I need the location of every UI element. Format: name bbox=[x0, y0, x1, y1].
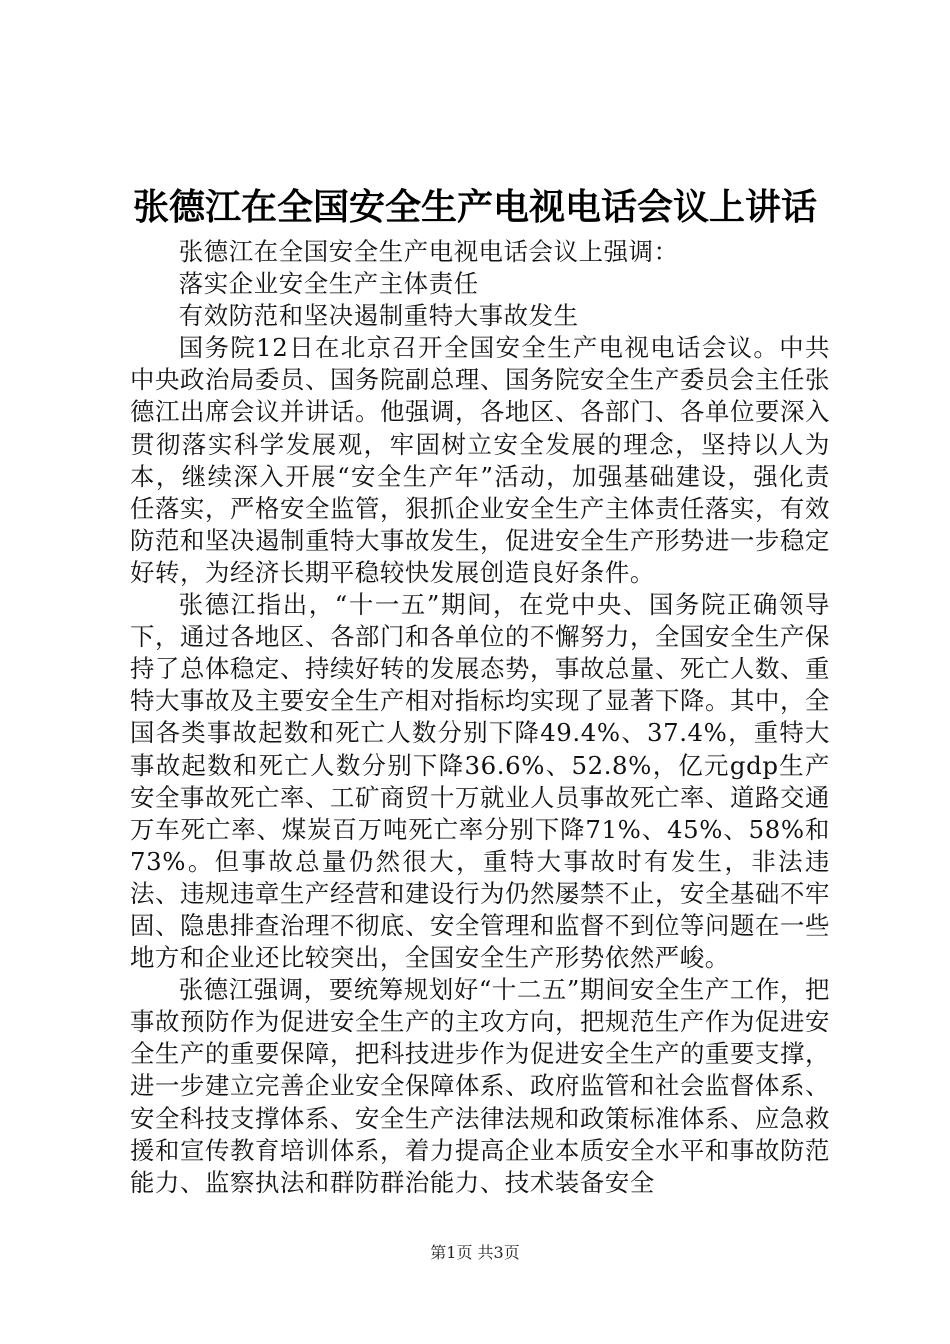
body-paragraph: 张德江强调，要统筹规划好“十二五”期间安全生产工作，把事故预防作为促进安全生产的主攻方向，把规范生产作为促进安全生产的重要保障，把科技进步作为促进安全生产的重要支撑，进一步建立完善企业安全保障体系、政府监管和社会监督体系、安全科技支撑体系、安全生产法律法规和政策标准体系、应急救援和宣传教育培训体系，着力提高企业本质安全水平和事故防范能力、监察执法和群防群治能力、技术装备安全 bbox=[130, 975, 830, 1197]
body-paragraph: 国务院12日在北京召开全国安全生产电视电话会议。中共中央政治局委员、国务院副总理、国务院安全生产委员会主任张德江出席会议并讲话。他强调，各地区、各部门、各单位要深入贯彻落实科学发展观，牢固树立安全发展的理念，坚持以人为本，继续深入开展“安全生产年”活动，加强基础建设，强化责任落实，严格安全监管，狠抓企业安全生产主体责任落实，有效防范和坚决遏制重特大事故发生，促进安全生产形势进一步稳定好转，为经济长期平稳较快发展创造良好条件。 bbox=[130, 333, 830, 587]
document-title: 张德江在全国安全生产电视电话会议上讲话 bbox=[132, 187, 817, 228]
document-body bbox=[130, 236, 830, 1199]
subtitle-line: 有效防范和坚决遏制重特大事故发生 bbox=[178, 301, 579, 331]
body-paragraph: 张德江指出，“十一五”期间，在党中央、国务院正确领导下，通过各地区、各部门和各单位的不懈努力，全国安全生产保持了总体稳定、持续好转的发展态势，事故总量、死亡人数、重特大事故及主要安全生产相对指标均实现了显著下降。其中，全国各类事故起数和死亡人数分别下降49.4%、37.4%，重特大事故起数和死亡人数分别下降36.6%、52.8%，亿元gdp生产安全事故死亡率、工矿商贸十万就业人员事故死亡率、道路交通万车死亡率、煤炭百万吨死亡率分别下降71%、45%、58%和73%。但事故总量仍然很大，重特大事故时有发生，非法违法、违规违章生产经营和建设行为仍然屡禁不止，安全基础不牢固、隐患排查治理不彻底、安全管理和监督不到位等问题在一些地方和企业还比较突出，全国安全生产形势依然严峻。 bbox=[130, 590, 830, 973]
subtitle-line: 落实企业安全生产主体责任 bbox=[178, 269, 479, 299]
page-number: 第1页 共3页 bbox=[430, 1243, 520, 1262]
subtitle-line: 张德江在全国安全生产电视电话会议上强调： bbox=[178, 237, 679, 266]
